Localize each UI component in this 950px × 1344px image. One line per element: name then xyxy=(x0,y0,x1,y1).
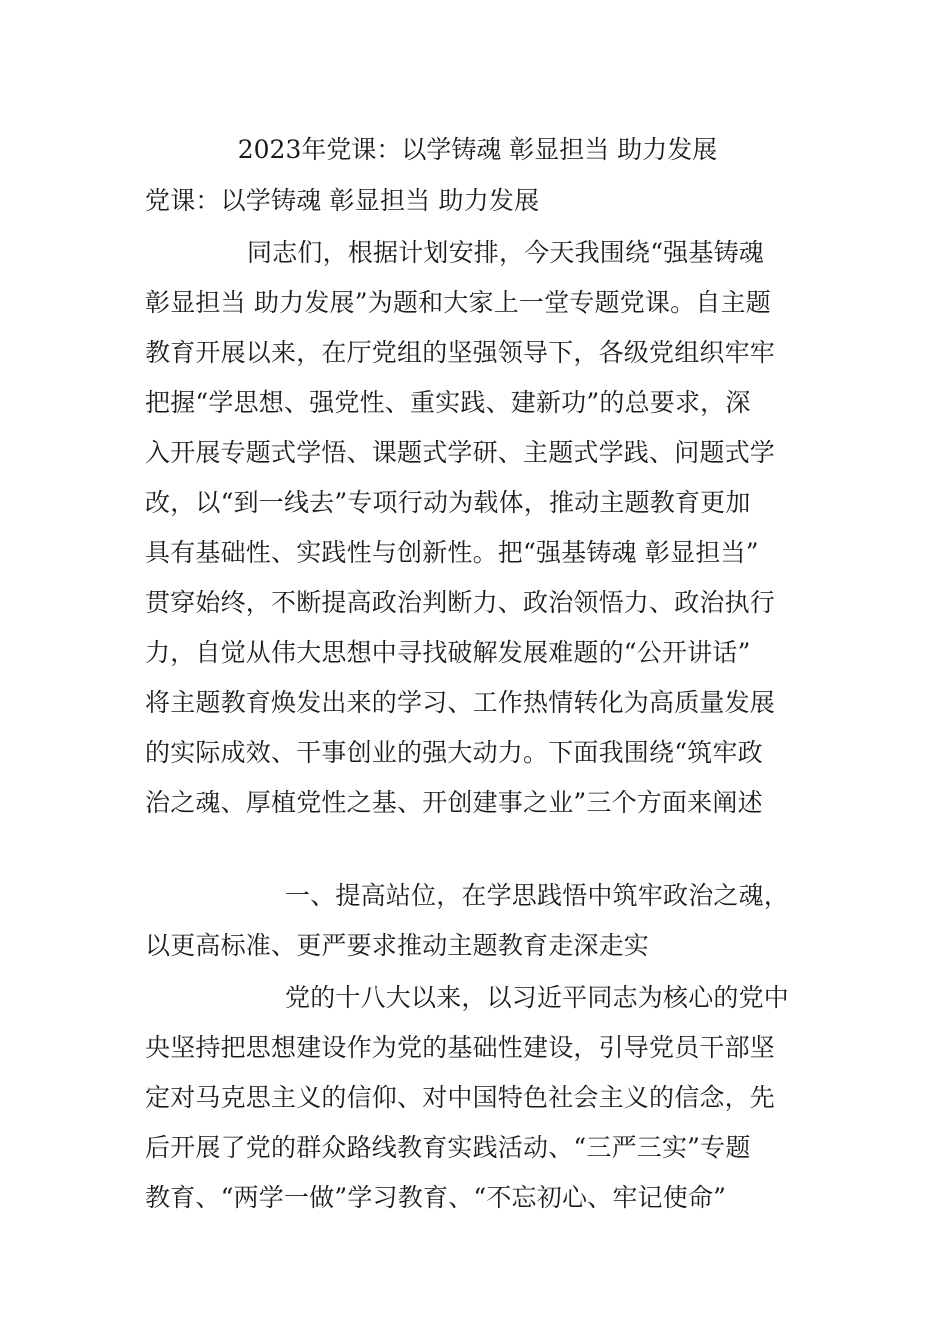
paragraph-line: 定对马克思主义的信仰、对中国特色社会主义的信念，先 xyxy=(145,1083,776,1112)
paragraph-line: 具有基础性、实践性与创新性。把“强基铸魂 彰显担当” xyxy=(145,538,759,567)
paragraph-line: 党的十八大以来，以习近平同志为核心的党中 xyxy=(285,983,790,1012)
paragraph-line: 后开展了党的群众路线教育实践活动、“三严三实”专题 xyxy=(145,1133,751,1162)
section-heading-line: 以更高标准、更严要求推动主题教育走深走实 xyxy=(145,931,650,960)
paragraph-line: 将主题教育焕发出来的学习、工作热情转化为高质量发展 xyxy=(145,688,776,717)
paragraph-line: 同志们，根据计划安排，今天我围绕“强基铸魂 xyxy=(247,238,764,267)
paragraph-line: 改，以“到一线去”专项行动为载体，推动主题教育更加 xyxy=(145,488,751,517)
paragraph-line: 央坚持把思想建设作为党的基础性建设，引导党员干部坚 xyxy=(145,1033,776,1062)
document-subtitle: 党课：以学铸魂 彰显担当 助力发展 xyxy=(145,186,540,215)
section-heading-line: 一、提高站位，在学思践悟中筑牢政治之魂， xyxy=(285,881,790,910)
paragraph-line: 的实际成效、干事创业的强大动力。下面我围绕“筑牢政 xyxy=(145,738,763,767)
paragraph-line: 教育开展以来，在厅党组的坚强领导下，各级党组织牢牢 xyxy=(145,338,776,367)
paragraph-line: 力，自觉从伟大思想中寻找破解发展难题的“公开讲话” xyxy=(145,638,751,667)
paragraph-line: 彰显担当 助力发展”为题和大家上一堂专题党课。自主题 xyxy=(145,288,771,317)
document-title: 2023年党课：以学铸魂 彰显担当 助力发展 xyxy=(237,135,718,164)
paragraph-line: 入开展专题式学悟、课题式学研、主题式学践、问题式学 xyxy=(145,438,776,467)
paragraph-line: 教育、“两学一做”学习教育、“不忘初心、牢记使命” xyxy=(145,1183,727,1212)
paragraph-line: 贯穿始终，不断提高政治判断力、政治领悟力、政治执行 xyxy=(145,588,776,617)
paragraph-line: 治之魂、厚植党性之基、开创建事之业”三个方面来阐述 xyxy=(145,788,763,817)
paragraph-line: 把握“学思想、强党性、重实践、建新功”的总要求，深 xyxy=(145,388,751,417)
